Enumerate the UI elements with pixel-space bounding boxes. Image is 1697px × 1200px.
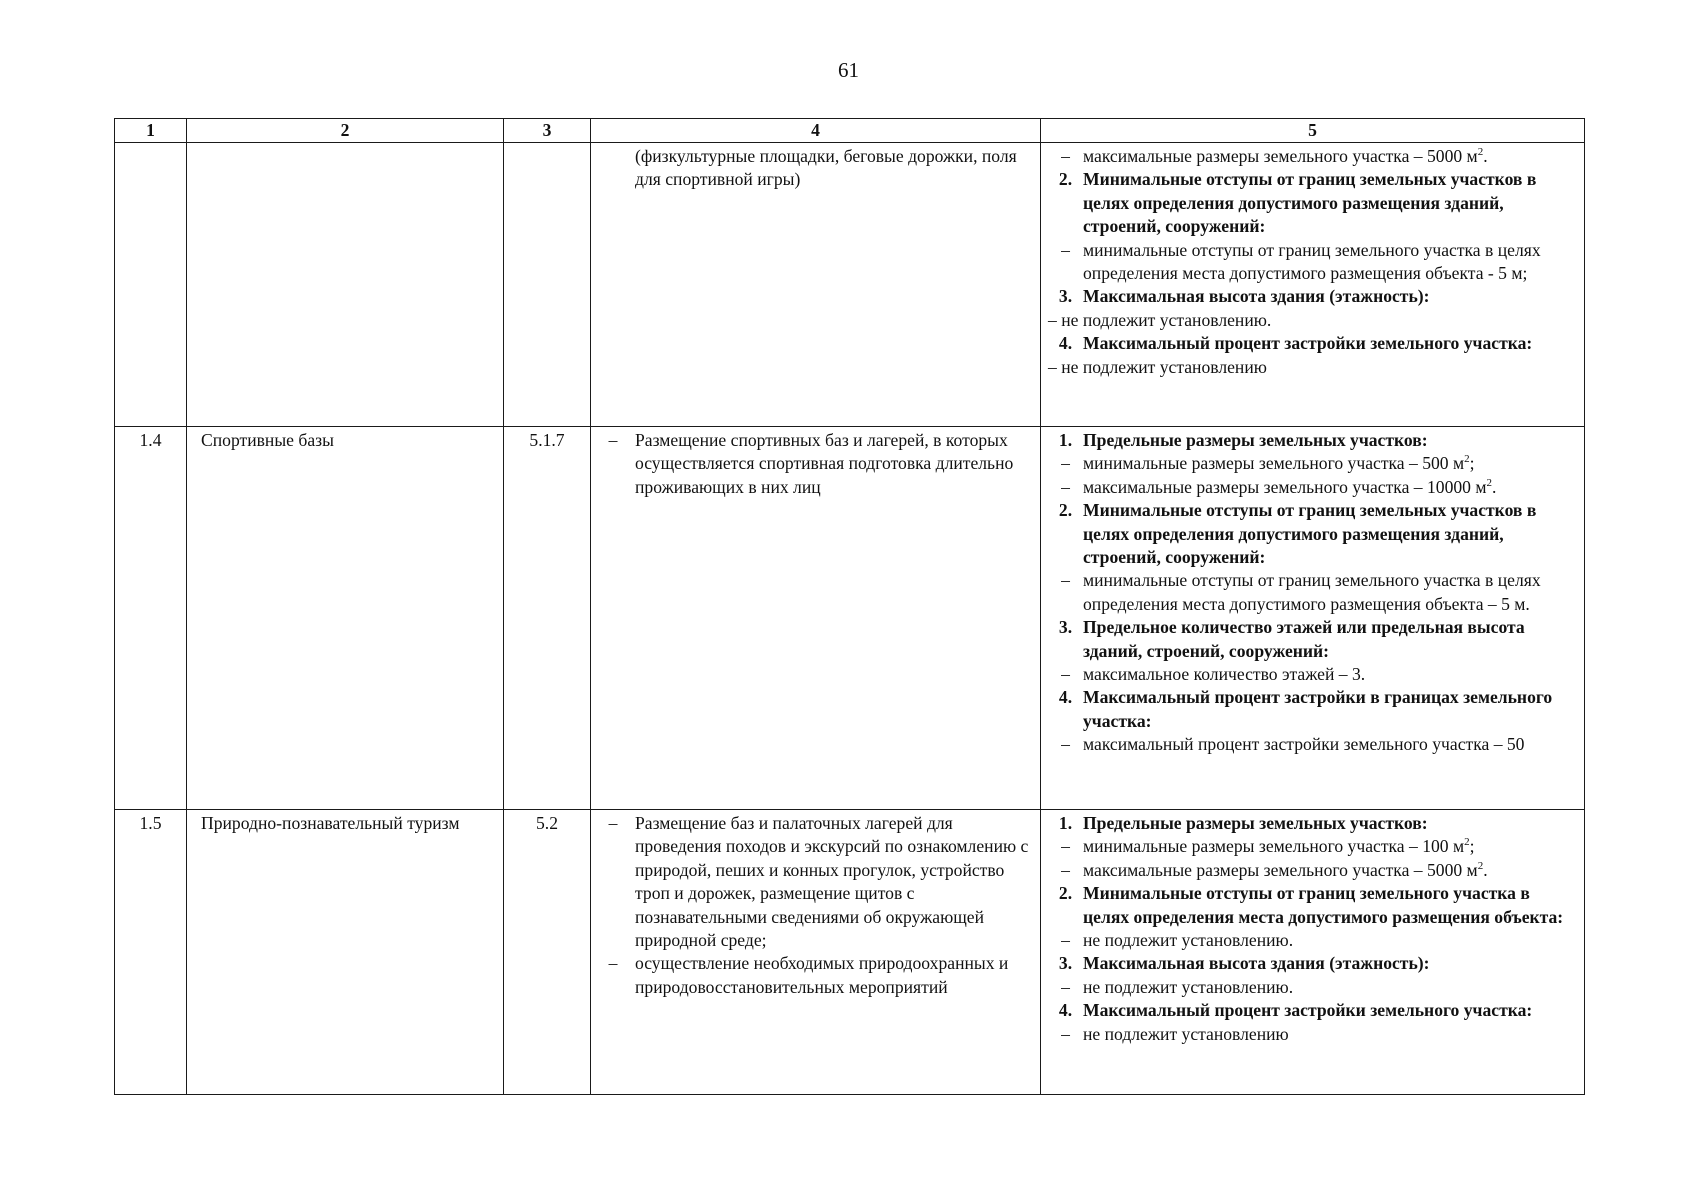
parameter-text: Предельные размеры земельных участков: bbox=[1083, 813, 1428, 833]
use-type-name bbox=[187, 143, 504, 427]
parameter-heading bbox=[1048, 332, 1580, 355]
parameter-marker: – bbox=[1061, 453, 1070, 474]
parameter-item bbox=[1048, 239, 1580, 286]
parameter-text: Максимальная высота здания (этажность): bbox=[1083, 953, 1430, 974]
description-item bbox=[591, 429, 1034, 499]
page-number: 61 bbox=[838, 58, 859, 82]
parameter-text: минимальные отступы от границ земельного участка в целях определения места допустимого размещения объекта - 5 м; bbox=[1083, 239, 1541, 284]
parameter-marker: – bbox=[1061, 146, 1070, 166]
parameter-marker: 4. bbox=[1058, 333, 1073, 354]
parameter-text: не подлежит установлению. bbox=[1083, 930, 1294, 951]
parameter-heading bbox=[1048, 429, 1580, 452]
use-description bbox=[591, 143, 1041, 427]
row-number bbox=[115, 143, 187, 427]
parameter-marker: – bbox=[1061, 859, 1070, 880]
parameter-item bbox=[1048, 476, 1580, 499]
superscript: 2 bbox=[1477, 146, 1484, 159]
parameter-text: не подлежит установлению. bbox=[1083, 976, 1294, 997]
parameter-marker: – bbox=[1061, 1023, 1070, 1044]
row-number: 1.5 bbox=[115, 810, 187, 1095]
parameter-heading bbox=[1048, 285, 1580, 308]
use-description bbox=[591, 427, 1041, 810]
parameter-item bbox=[1048, 309, 1580, 332]
parameter-heading bbox=[1048, 882, 1580, 929]
parameter-text: Минимальные отступы от границ земельных участков в целях определения допустимого размещения зданий, строений, сооружений: bbox=[1083, 169, 1537, 237]
use-type-name: Спортивные базы bbox=[187, 427, 504, 810]
parameter-heading bbox=[1048, 686, 1580, 733]
table-body bbox=[115, 143, 1585, 1095]
parameter-text: максимальное количество этажей – 3. bbox=[1083, 664, 1366, 685]
superscript: 2 bbox=[1464, 836, 1470, 849]
parameter-text: максимальные размеры земельного участка – 5000 м bbox=[1083, 146, 1478, 166]
parameter-marker: – bbox=[1061, 976, 1070, 997]
superscript: 2 bbox=[1486, 476, 1492, 489]
parameter-heading bbox=[1048, 812, 1580, 835]
table-header-row bbox=[115, 119, 1585, 143]
parameter-item bbox=[1048, 733, 1580, 756]
parameter-text: максимальные размеры земельного участка – 5000 м bbox=[1083, 859, 1478, 880]
description-text: (физкультурные площадки, беговые дорожки, поля для спортивной игры) bbox=[635, 146, 1017, 190]
parameter-item bbox=[1048, 663, 1580, 686]
parameter-marker: – bbox=[1061, 664, 1070, 685]
parameter-item bbox=[1048, 1023, 1580, 1046]
parameter-text: минимальные размеры земельного участка – 500 м bbox=[1083, 453, 1465, 474]
table-row bbox=[115, 427, 1585, 810]
description-marker: – bbox=[608, 813, 618, 833]
parameter-punctuation: . bbox=[1492, 476, 1497, 497]
parameter-item bbox=[1048, 976, 1580, 999]
header-col-4: 4 bbox=[591, 119, 1041, 143]
parameter-text: Максимальный процент застройки земельного участка: bbox=[1083, 1000, 1533, 1021]
table-row bbox=[115, 143, 1585, 427]
zoning-table bbox=[114, 118, 1585, 1095]
description-text: осуществление необходимых природоохранных и природовосстановительных мероприятий bbox=[635, 953, 1009, 997]
parameter-punctuation: ; bbox=[1469, 453, 1475, 474]
parameter-marker: 3. bbox=[1058, 953, 1073, 974]
parameter-marker: – bbox=[1061, 930, 1070, 951]
description-marker bbox=[591, 145, 635, 192]
parameter-text: Максимальный процент застройки в границах земельного участка: bbox=[1083, 687, 1553, 731]
parameter-item bbox=[1048, 145, 1580, 168]
parameter-item bbox=[1048, 356, 1580, 379]
parameter-marker: 1. bbox=[1058, 430, 1073, 450]
parameter-item bbox=[1048, 929, 1580, 952]
parameter-marker: – bbox=[1061, 570, 1070, 591]
use-description bbox=[591, 810, 1041, 1095]
parameter-text: максимальные размеры земельного участка – 10000 м bbox=[1083, 476, 1487, 497]
parameter-marker: 3. bbox=[1058, 286, 1073, 307]
use-type-name: Природно-познавательный туризм bbox=[187, 810, 504, 1095]
parameters bbox=[1041, 427, 1585, 810]
parameter-item bbox=[1048, 835, 1580, 858]
parameter-text: Максимальная высота здания (этажность): bbox=[1083, 286, 1430, 307]
parameters bbox=[1041, 143, 1585, 427]
parameter-text: минимальные размеры земельного участка – 100 м bbox=[1083, 836, 1465, 857]
description-text: Размещение спортивных баз и лагерей, в которых осуществляется спортивная подготовка длительно проживающих в них лиц bbox=[635, 430, 1014, 497]
description-marker: – bbox=[608, 953, 618, 974]
parameter-text: Предельные размеры земельных участков: bbox=[1083, 430, 1428, 450]
parameter-item bbox=[1048, 569, 1580, 616]
use-type-code: 5.1.7 bbox=[504, 427, 591, 810]
parameter-heading bbox=[1048, 999, 1580, 1022]
parameter-text: не подлежит установлению bbox=[1083, 1023, 1289, 1044]
superscript: 2 bbox=[1464, 453, 1470, 466]
parameter-heading bbox=[1048, 952, 1580, 975]
header-col-3: 3 bbox=[504, 119, 591, 143]
header-col-1: 1 bbox=[115, 119, 187, 143]
superscript: 2 bbox=[1477, 859, 1484, 872]
parameter-heading bbox=[1048, 168, 1580, 238]
parameter-text: минимальные отступы от границ земельного участка в целях определения места допустимого размещения объекта – 5 м. bbox=[1083, 570, 1541, 614]
parameter-punctuation: ; bbox=[1469, 836, 1475, 857]
parameter-item bbox=[1048, 452, 1580, 475]
parameter-marker: 4. bbox=[1058, 687, 1073, 708]
parameter-marker: – bbox=[1061, 734, 1070, 755]
parameter-punctuation: . bbox=[1483, 859, 1488, 880]
parameters bbox=[1041, 810, 1585, 1095]
description-item bbox=[591, 812, 1034, 952]
parameter-text: максимальный процент застройки земельного участка – 50 bbox=[1083, 734, 1525, 755]
parameter-text: Максимальный процент застройки земельного участка: bbox=[1083, 333, 1533, 354]
table-row bbox=[115, 810, 1585, 1095]
parameter-marker: 2. bbox=[1058, 169, 1073, 190]
parameter-item bbox=[1048, 859, 1580, 882]
description-item bbox=[591, 145, 1034, 192]
use-type-code: 5.2 bbox=[504, 810, 591, 1095]
parameter-text: Минимальные отступы от границ земельного участка в целях определения места допустимого размещения объекта: bbox=[1083, 883, 1564, 927]
header-col-5: 5 bbox=[1041, 119, 1585, 143]
parameter-marker: 4. bbox=[1058, 1000, 1073, 1021]
description-marker: – bbox=[608, 430, 618, 450]
header-col-2: 2 bbox=[187, 119, 504, 143]
use-type-code bbox=[504, 143, 591, 427]
parameter-punctuation: . bbox=[1483, 146, 1488, 166]
parameter-marker: 2. bbox=[1058, 883, 1073, 904]
parameter-marker: – bbox=[1061, 836, 1070, 857]
parameter-text: – не подлежит установлению. bbox=[1048, 309, 1272, 330]
parameter-marker: 2. bbox=[1058, 500, 1073, 521]
parameter-text: – не подлежит установлению bbox=[1048, 356, 1267, 377]
parameter-marker: 1. bbox=[1058, 813, 1073, 833]
parameter-marker: – bbox=[1061, 239, 1070, 260]
description-text: Размещение баз и палаточных лагерей для проведения походов и экскурсий по ознакомлению с природой, пеших и конных прогулок, устройство троп и дорожек, размещение щитов с познавательными сведениями об окружающей природной среде; bbox=[635, 813, 1029, 951]
description-item bbox=[591, 952, 1034, 999]
parameter-marker: – bbox=[1061, 476, 1070, 497]
parameter-heading bbox=[1048, 616, 1580, 663]
parameter-heading bbox=[1048, 499, 1580, 569]
parameter-text: Предельное количество этажей или предельная высота зданий, строений, сооружений: bbox=[1083, 617, 1525, 661]
parameter-marker: 3. bbox=[1058, 617, 1073, 638]
parameter-text: Минимальные отступы от границ земельных участков в целях определения допустимого размещения зданий, строений, сооружений: bbox=[1083, 500, 1537, 568]
row-number: 1.4 bbox=[115, 427, 187, 810]
